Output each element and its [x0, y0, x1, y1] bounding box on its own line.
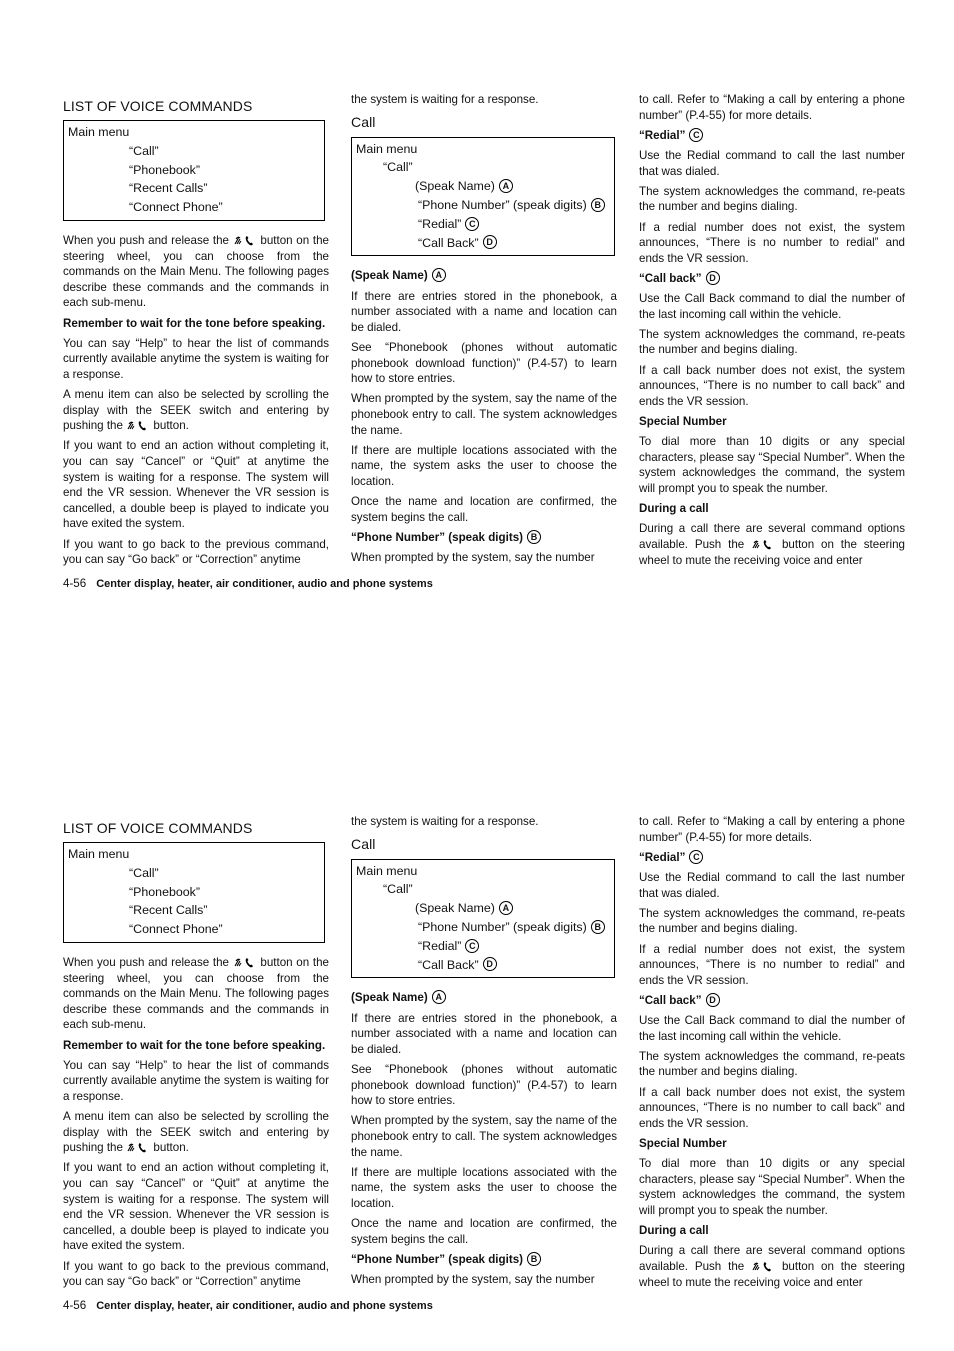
paragraph: If you want to end an action without completing it, you can say “Cancel” or “Quit” at anytime the system is waiting for a response. The system will end the VR session. Whenever the VR session is cancelled, a double beep is played to indicate you have exited the system. — [63, 1161, 329, 1253]
paragraph: If a call back number does not exist, the system announces, “There is no number to call back” and ends the VR session. — [639, 363, 905, 408]
section-title: LIST OF VOICE COMMANDS — [63, 820, 253, 836]
paragraph: Use the Redial command to call the last number that was dialed. — [639, 148, 905, 178]
menu-item-phone-number: “Phone Number” (speak digits) B — [352, 918, 614, 937]
column-1 — [63, 814, 329, 1294]
paragraph: Use the Redial command to call the last number that was dialed. — [639, 870, 905, 900]
phone-voice-icon — [233, 956, 257, 968]
paragraph: The system acknowledges the command, re-peats the number and begins dialing. — [639, 906, 905, 936]
call-menu-box — [351, 859, 615, 979]
phone-voice-icon — [126, 1141, 150, 1153]
manual-page-top — [0, 92, 954, 612]
phone-number-heading: “Phone Number” (speak digits) B — [351, 530, 617, 546]
circled-letter-icon: D — [706, 271, 720, 285]
paragraph: If a call back number does not exist, the system announces, “There is no number to call back” and ends the VR session. — [639, 1085, 905, 1130]
circled-letter-icon: A — [432, 268, 446, 282]
paragraph: to call. Refer to “Making a call by entering a phone number” (P.4-55) for more details. — [639, 815, 905, 844]
menu-item-speak-name: (Speak Name) A — [352, 177, 614, 196]
paragraph: the system is waiting for a response. — [351, 815, 539, 828]
menu-title: Main menu — [356, 863, 418, 878]
paragraph: When prompted by the system, say the number — [351, 1273, 595, 1287]
redial-heading: “Redial” C — [639, 850, 905, 866]
circled-letter-icon: B — [527, 1252, 541, 1266]
paragraph: to call. Refer to “Making a call by entering a phone number” (P.4-55) for more details. — [639, 93, 905, 122]
paragraph: the system is waiting for a response. — [351, 93, 539, 106]
menu-item-speak-name: (Speak Name) A — [352, 899, 614, 918]
page-footer — [63, 577, 433, 590]
menu-item-call: “Call” — [129, 865, 159, 880]
menu-title: Main menu — [68, 847, 130, 861]
column-2 — [351, 92, 617, 570]
menu-item-connect-phone: “Connect Phone” — [129, 922, 223, 937]
menu-item-call-back: “Call Back” D — [352, 956, 614, 975]
during-call-heading: During a call — [639, 502, 709, 516]
paragraph: If a redial number does not exist, the system announces, “There is no number to redial” and ends the VR session. — [639, 220, 905, 265]
menu-item-redial: “Redial” C — [352, 937, 614, 956]
circled-letter-icon: C — [689, 128, 703, 142]
menu-item-call: “Call” — [129, 143, 159, 158]
circled-letter-icon: D — [706, 993, 720, 1007]
paragraph: When prompted by the system, say the name of the phonebook entry to call. The system acknowledges the name. — [351, 1114, 617, 1159]
footer-text: Center display, heater, air conditioner, audio and phone systems — [96, 578, 433, 590]
menu-item-phonebook: “Phonebook” — [129, 162, 200, 177]
column-3 — [639, 92, 905, 573]
menu-item-call: “Call” — [383, 882, 413, 897]
menu-item-phone-number: “Phone Number” (speak digits) B — [352, 196, 614, 215]
circled-letter-icon: A — [499, 179, 513, 193]
circled-letter-icon: B — [591, 920, 605, 934]
paragraph: The system acknowledges the command, re-peats the number and begins dialing. — [639, 1049, 905, 1079]
menu-item-connect-phone: “Connect Phone” — [129, 200, 223, 215]
paragraph: When you push and release the button on the steering wheel, you can choose from the commands on the Main Menu. The following pages describe these commands and the commands in each sub-menu. — [63, 955, 329, 1032]
main-menu-box — [63, 120, 325, 221]
speak-name-heading: (Speak Name) A — [351, 268, 617, 284]
redial-heading: “Redial” C — [639, 128, 905, 144]
column-1 — [63, 92, 329, 572]
column-2 — [351, 814, 617, 1292]
paragraph: When you push and release the button on the steering wheel, you can choose from the commands on the Main Menu. The following pages describe these commands and the commands in each sub-menu. — [63, 233, 329, 310]
phone-voice-icon — [751, 1260, 775, 1272]
paragraph: If there are entries stored in the phonebook, a number associated with a name and location can be dialed. — [351, 289, 617, 334]
circled-letter-icon: D — [483, 957, 497, 971]
column-3 — [639, 814, 905, 1295]
paragraph: If you want to go back to the previous command, you can say “Go back” or “Correction” anytime — [63, 537, 329, 567]
paragraph: You can say “Help” to hear the list of commands currently available anytime the system is waiting for a response. — [63, 1058, 329, 1103]
section-title: LIST OF VOICE COMMANDS — [63, 98, 253, 114]
circled-letter-icon: C — [465, 217, 479, 231]
paragraph: During a call there are several command options available. Push the button on the steering wheel to mute the receiving voice and enter — [639, 1244, 905, 1289]
page-number: 4-56 — [63, 577, 87, 590]
phone-voice-icon — [126, 419, 150, 431]
paragraph: When prompted by the system, say the number — [351, 551, 595, 565]
menu-item-recent-calls: “Recent Calls” — [129, 903, 208, 918]
phone-number-heading: “Phone Number” (speak digits) B — [351, 1252, 617, 1268]
phone-voice-icon — [751, 538, 775, 550]
main-menu-box — [63, 842, 325, 943]
special-number-heading: Special Number — [639, 1137, 727, 1151]
paragraph: A menu item can also be selected by scrolling the display with the SEEK switch and entering by pushing the button. — [63, 388, 329, 433]
footer-text: Center display, heater, air conditioner, audio and phone systems — [96, 1300, 433, 1312]
paragraph: To dial more than 10 digits or any special characters, please say “Special Number”. When the system acknowledges the command, the system will prompt you to speak the number. — [639, 435, 905, 495]
paragraph: If there are multiple locations associated with the name, the system asks the user to choose the location. — [351, 443, 617, 488]
paragraph: During a call there are several command options available. Push the button on the steering wheel to mute the receiving voice and enter — [639, 522, 905, 567]
menu-item-call-back: “Call Back” D — [352, 234, 614, 253]
paragraph: You can say “Help” to hear the list of commands currently available anytime the system is waiting for a response. — [63, 336, 329, 381]
paragraph: When prompted by the system, say the name of the phonebook entry to call. The system acknowledges the name. — [351, 392, 617, 437]
paragraph: A menu item can also be selected by scrolling the display with the SEEK switch and entering by pushing the button. — [63, 1110, 329, 1155]
menu-item-phonebook: “Phonebook” — [129, 884, 200, 899]
paragraph: The system acknowledges the command, re-peats the number and begins dialing. — [639, 327, 905, 357]
paragraph: See “Phonebook (phones without automatic phonebook download function)” (P.4-57) to learn how to store entries. — [351, 340, 617, 386]
call-back-heading: “Call back” D — [639, 271, 905, 287]
during-call-heading: During a call — [639, 1224, 709, 1238]
circled-letter-icon: C — [689, 850, 703, 864]
circled-letter-icon: B — [591, 198, 605, 212]
circled-letter-icon: A — [499, 901, 513, 915]
circled-letter-icon: B — [527, 530, 541, 544]
menu-title: Main menu — [68, 125, 130, 139]
paragraph: If you want to end an action without completing it, you can say “Cancel” or “Quit” at anytime the system is waiting for a response. The system will end the VR session. Whenever the VR session is cancelled, a double beep is played to indicate you have exited the system. — [63, 439, 329, 531]
paragraph: If there are entries stored in the phonebook, a number associated with a name and location can be dialed. — [351, 1011, 617, 1056]
circled-letter-icon: A — [432, 990, 446, 1004]
menu-title: Main menu — [356, 141, 418, 156]
menu-item-redial: “Redial” C — [352, 215, 614, 234]
paragraph: Once the name and location are confirmed, the system begins the call. — [351, 495, 617, 524]
paragraph: If a redial number does not exist, the system announces, “There is no number to redial” and ends the VR session. — [639, 942, 905, 987]
phone-voice-icon — [233, 234, 257, 246]
page-footer — [63, 1299, 433, 1312]
paragraph: See “Phonebook (phones without automatic phonebook download function)” (P.4-57) to learn how to store entries. — [351, 1062, 617, 1108]
paragraph: If there are multiple locations associated with the name, the system asks the user to choose the location. — [351, 1165, 617, 1210]
bold-note: Remember to wait for the tone before speaking. — [63, 316, 326, 330]
special-number-heading: Special Number — [639, 415, 727, 429]
paragraph: Use the Call Back command to dial the number of the last incoming call within the vehicle. — [639, 292, 905, 321]
circled-letter-icon: C — [465, 939, 479, 953]
circled-letter-icon: D — [483, 235, 497, 249]
paragraph: To dial more than 10 digits or any special characters, please say “Special Number”. When the system acknowledges the command, the system will prompt you to speak the number. — [639, 1157, 905, 1217]
menu-item-call: “Call” — [383, 160, 413, 175]
speak-name-heading: (Speak Name) A — [351, 990, 617, 1006]
menu-item-recent-calls: “Recent Calls” — [129, 181, 208, 196]
paragraph: Use the Call Back command to dial the number of the last incoming call within the vehicle. — [639, 1014, 905, 1043]
paragraph: If you want to go back to the previous command, you can say “Go back” or “Correction” anytime — [63, 1259, 329, 1289]
paragraph: Once the name and location are confirmed, the system begins the call. — [351, 1217, 617, 1246]
paragraph: The system acknowledges the command, re-peats the number and begins dialing. — [639, 184, 905, 214]
call-title: Call — [351, 113, 376, 130]
call-back-heading: “Call back” D — [639, 993, 905, 1009]
bold-note: Remember to wait for the tone before speaking. — [63, 1038, 326, 1052]
manual-page-bottom — [0, 814, 954, 1334]
call-menu-box — [351, 137, 615, 257]
call-title: Call — [351, 835, 376, 852]
page-number: 4-56 — [63, 1299, 87, 1312]
